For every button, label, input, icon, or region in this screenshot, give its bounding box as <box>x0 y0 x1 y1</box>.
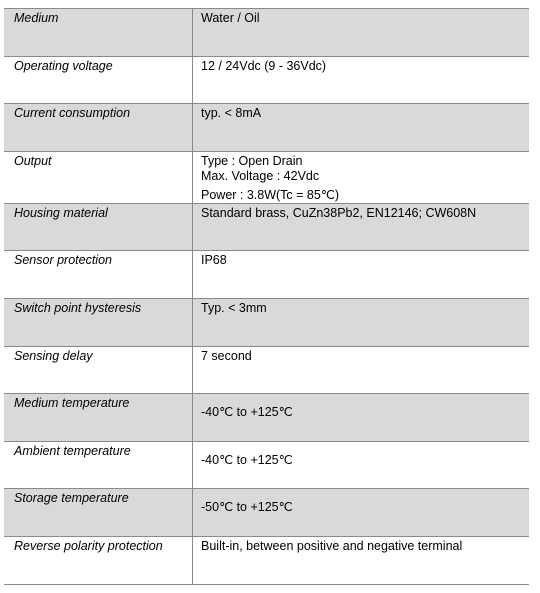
table-row <box>4 346 529 394</box>
value-line: -40℃ to +125℃ <box>201 405 293 420</box>
table-row <box>4 104 529 152</box>
table-row <box>4 394 529 442</box>
row-value-reverse-polarity-protection <box>193 536 530 584</box>
table-row <box>4 489 529 537</box>
row-label-output: Output <box>4 151 193 203</box>
value-line: Typ. < 3mm <box>201 300 267 315</box>
row-label-reverse-polarity-protection: Reverse polarity protection <box>4 536 193 584</box>
row-label-current-consumption: Current consumption <box>4 104 193 152</box>
value-line: -40℃ to +125℃ <box>201 452 293 467</box>
value-line: Water / Oil <box>201 11 260 25</box>
value-line: 7 second <box>201 348 252 363</box>
row-label-operating-voltage: Operating voltage <box>4 56 193 104</box>
value-line: IP68 <box>201 253 227 268</box>
row-label-medium: Medium <box>4 9 193 57</box>
row-label-sensor-protection: Sensor protection <box>4 251 193 299</box>
value-line: Power : 3.8W(Tc = 85℃) <box>201 187 340 202</box>
row-value-operating-voltage <box>193 56 530 104</box>
value-line: 12 / 24Vdc (9 - 36Vdc) <box>201 58 327 73</box>
value-line: typ. < 8mA <box>201 106 262 121</box>
row-value-medium-temperature <box>193 394 530 442</box>
table-row <box>4 536 529 584</box>
table-row <box>4 441 529 489</box>
row-value-ambient-temperature <box>193 441 530 489</box>
row-value-medium <box>193 9 530 57</box>
value-line: -50℃ to +125℃ <box>201 500 293 515</box>
value-line: Max. Voltage : 42Vdc <box>201 168 320 183</box>
row-label-ambient-temperature: Ambient temperature <box>4 441 193 489</box>
table-row <box>4 203 529 251</box>
row-value-current-consumption <box>193 104 530 152</box>
value-line: Built-in, between positive and negative terminal <box>201 538 463 553</box>
value-line: Standard brass, CuZn38Pb2, EN12146; CW608N <box>201 205 477 220</box>
table-row <box>4 298 529 346</box>
row-value-sensor-protection <box>193 251 530 299</box>
table-row <box>4 56 529 104</box>
row-label-switch-point-hysteresis: Switch point hysteresis <box>4 298 193 346</box>
row-label-sensing-delay: Sensing delay <box>4 346 193 394</box>
table-row <box>4 151 529 203</box>
row-label-housing-material: Housing material <box>4 203 193 251</box>
table-row <box>4 9 529 57</box>
row-value-storage-temperature <box>193 489 530 537</box>
value-line: Type : Open Drain <box>201 153 303 168</box>
row-label-storage-temperature: Storage temperature <box>4 489 193 537</box>
row-value-housing-material <box>193 203 530 251</box>
specification-table <box>4 8 529 585</box>
row-label-medium-temperature: Medium temperature <box>4 394 193 442</box>
row-value-output <box>193 151 530 203</box>
row-value-switch-point-hysteresis <box>193 298 530 346</box>
row-value-sensing-delay <box>193 346 530 394</box>
table-row <box>4 251 529 299</box>
